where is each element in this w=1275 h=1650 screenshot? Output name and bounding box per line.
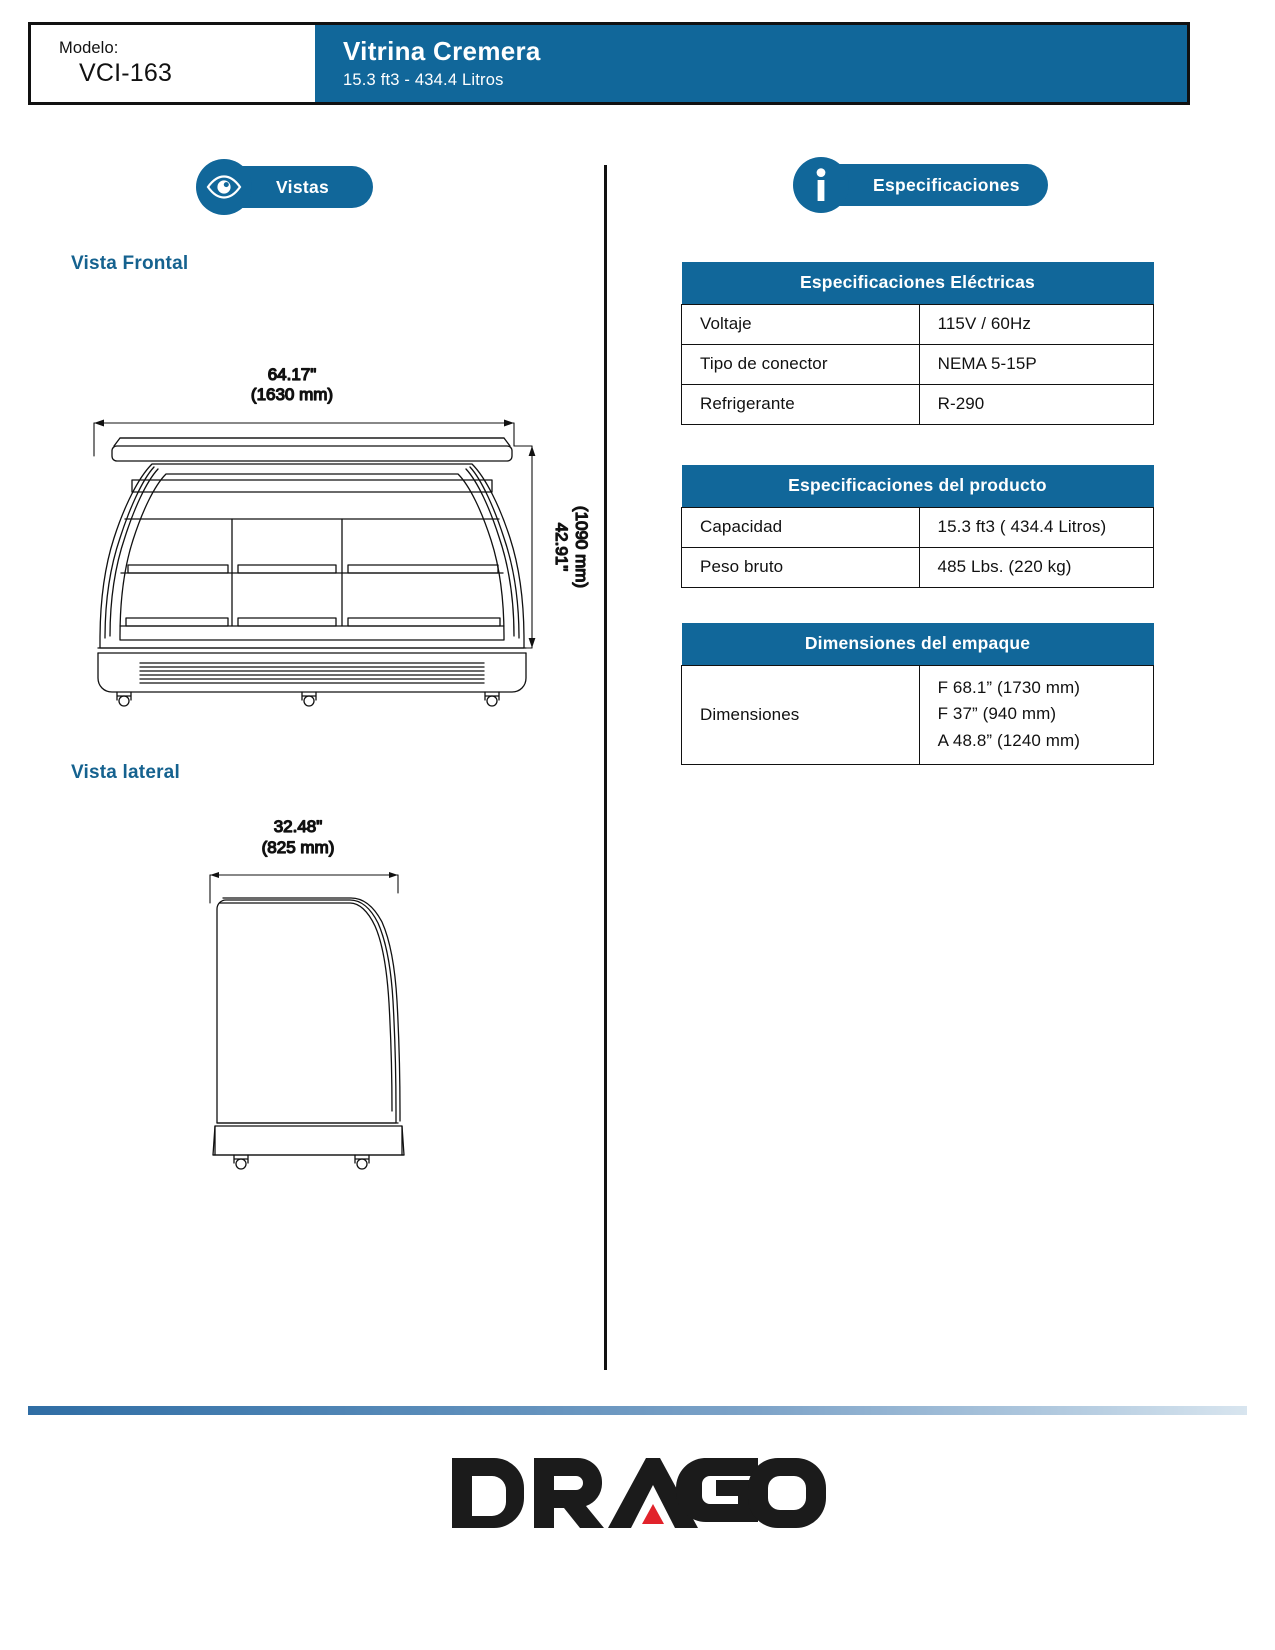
row-key: Refrigerante	[682, 385, 920, 425]
row-key: Dimensiones	[682, 666, 920, 765]
front-height-inches: 42.91"	[552, 522, 571, 572]
row-value: R-290	[919, 385, 1153, 425]
row-value: 15.3 ft3 ( 434.4 Litros)	[919, 508, 1153, 548]
section-label-specs: Especificaciones	[821, 164, 1048, 206]
side-view-caption: Vista lateral	[71, 762, 180, 783]
row-value: 115V / 60Hz	[919, 305, 1153, 345]
table-title: Especificaciones Eléctricas	[682, 262, 1154, 305]
caster	[302, 692, 316, 706]
row-key: Peso bruto	[682, 548, 920, 588]
product-title: Vitrina Cremera	[343, 35, 541, 66]
dimension-line: F 68.1” (1730 mm)	[937, 678, 1081, 697]
row-value: NEMA 5-15P	[919, 345, 1153, 385]
section-header-specs	[793, 157, 1048, 213]
column-divider	[604, 165, 607, 1370]
product-title-box	[315, 22, 1190, 105]
table-row	[682, 345, 1154, 385]
model-label: Modelo:	[59, 38, 119, 57]
side-view-drawing	[190, 815, 450, 1220]
table-product-specs	[681, 465, 1154, 588]
caster	[117, 692, 131, 706]
eye-icon	[196, 159, 252, 215]
model-box	[28, 22, 315, 105]
row-key: Tipo de conector	[682, 345, 920, 385]
row-key: Capacidad	[682, 508, 920, 548]
table-package-dimensions	[681, 623, 1154, 765]
row-value-dimensions	[919, 666, 1153, 765]
section-header-views	[196, 159, 373, 215]
side-depth-inches: 32.48"	[273, 817, 323, 836]
front-width-mm: (1630 mm)	[250, 385, 334, 404]
table-row	[682, 305, 1154, 345]
brand-logo	[0, 1452, 1275, 1534]
document-header	[28, 22, 1190, 105]
section-label-views: Vistas	[224, 166, 373, 208]
table-title: Dimensiones del empaque	[682, 623, 1154, 666]
table-row	[682, 666, 1154, 765]
product-subtitle: 15.3 ft3 - 434.4 Litros	[343, 70, 504, 89]
dimension-line: A 48.8” (1240 mm)	[937, 730, 1081, 750]
table-row	[682, 508, 1154, 548]
caster	[234, 1155, 248, 1169]
info-icon	[793, 157, 849, 213]
caster	[355, 1155, 369, 1169]
caster	[485, 692, 499, 706]
front-view-caption: Vista Frontal	[71, 253, 189, 274]
row-value: 485 Lbs. (220 kg)	[919, 548, 1153, 588]
table-row	[682, 548, 1154, 588]
model-value: VCI-163	[79, 59, 173, 88]
front-height-mm: (1090 mm)	[572, 505, 591, 589]
table-row	[682, 385, 1154, 425]
table-electrical-specs	[681, 262, 1154, 425]
logo-accent-triangle	[642, 1504, 664, 1524]
row-key: Voltaje	[682, 305, 920, 345]
dimension-line: F 37” (940 mm)	[937, 704, 1057, 724]
side-depth-mm: (825 mm)	[261, 838, 335, 857]
footer-divider	[28, 1406, 1247, 1415]
front-width-inches: 64.17"	[267, 365, 317, 384]
table-title: Especificaciones del producto	[682, 465, 1154, 508]
front-view-drawing	[80, 360, 591, 705]
